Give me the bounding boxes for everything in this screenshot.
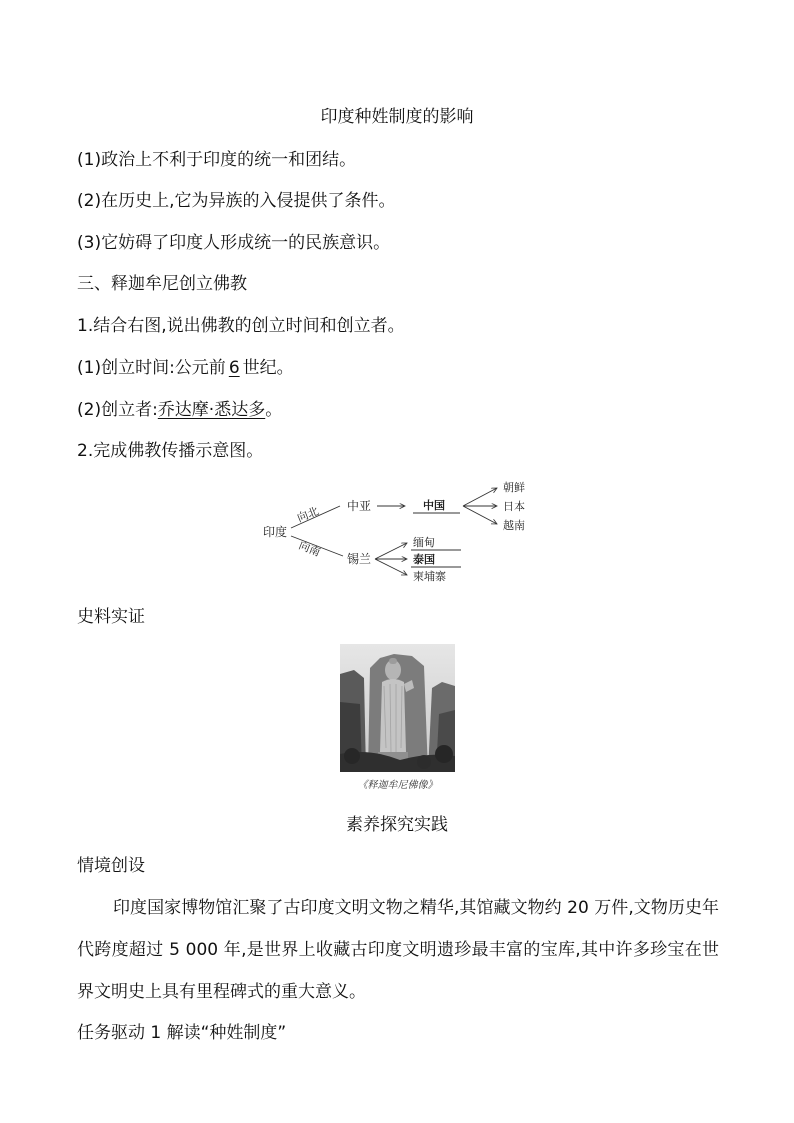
north-mid-label: 中亚 — [347, 499, 372, 513]
buddha-statue-photo — [340, 644, 455, 772]
photo-caption: 《释迦牟尼佛像》 — [357, 780, 438, 791]
north-direction-label: 向北 — [295, 504, 321, 525]
arrow-to-north-branch-3 — [463, 506, 497, 524]
south-branch-1: 缅甸 — [413, 536, 435, 549]
scenario-title: 情境创设 — [77, 856, 145, 876]
arrow-to-south-branch-3 — [375, 559, 407, 575]
south-mid-label: 锡兰 — [347, 552, 372, 566]
south-branch-3: 柬埔寨 — [413, 570, 446, 583]
practice-title: 素养探究实践 — [346, 815, 448, 835]
question-2: 2.完成佛教传播示意图。 — [77, 441, 264, 461]
south-branch-2: 泰国 — [413, 553, 435, 566]
founding-time-line — [77, 356, 294, 380]
north-branch-1: 朝鲜 — [503, 481, 525, 494]
north-branch-2: 日本 — [503, 500, 525, 513]
founding-time-suffix: 世纪。 — [242, 358, 294, 378]
arrow-to-south-branch-1 — [375, 543, 407, 559]
impact-item-3: (3)它妨碍了印度人形成统一的民族意识。 — [77, 233, 391, 253]
question-1: 1.结合右图,说出佛教的创立时间和创立者。 — [77, 316, 405, 336]
section3-title: 三、释迦牟尼创立佛教 — [77, 274, 247, 294]
origin-label: 印度 — [263, 525, 288, 539]
buddhism-spread-diagram — [255, 476, 545, 586]
impact-item-2: (2)在历史上,它为异族的入侵提供了条件。 — [77, 191, 396, 211]
founding-time-answer: 6 — [228, 358, 240, 378]
task-1-title: 任务驱动 1 解读“种姓制度” — [77, 1023, 287, 1043]
impact-item-1: (1)政治上不利于印度的统一和团结。 — [77, 150, 357, 170]
founder-answer: 乔达摩·悉达多 — [157, 400, 266, 420]
founder-line — [77, 398, 282, 422]
founder-prefix: (2)创立者: — [77, 400, 158, 420]
impact-heading: 印度种姓制度的影响 — [320, 107, 474, 127]
north-target-label: 中国 — [423, 499, 445, 512]
scenario-paragraph: 印度国家博物馆汇聚了古印度文明文物之精华,其馆藏文物约 20 万件,文物历史年代跨度超过 5 000 年,是世界上收藏古印度文明遗珍最丰富的宝库,其中许多珍宝在世界文明史上具有里程碑式的重大意义。 — [77, 898, 719, 1002]
north-branch-3: 越南 — [503, 519, 525, 532]
founding-time-prefix: (1)创立时间:公元前 — [77, 358, 226, 378]
south-direction-label: 向南 — [296, 538, 323, 560]
evidence-title: 史料实证 — [77, 607, 145, 627]
founder-suffix: 。 — [265, 400, 283, 420]
arrow-to-north-branch-1 — [463, 488, 497, 506]
